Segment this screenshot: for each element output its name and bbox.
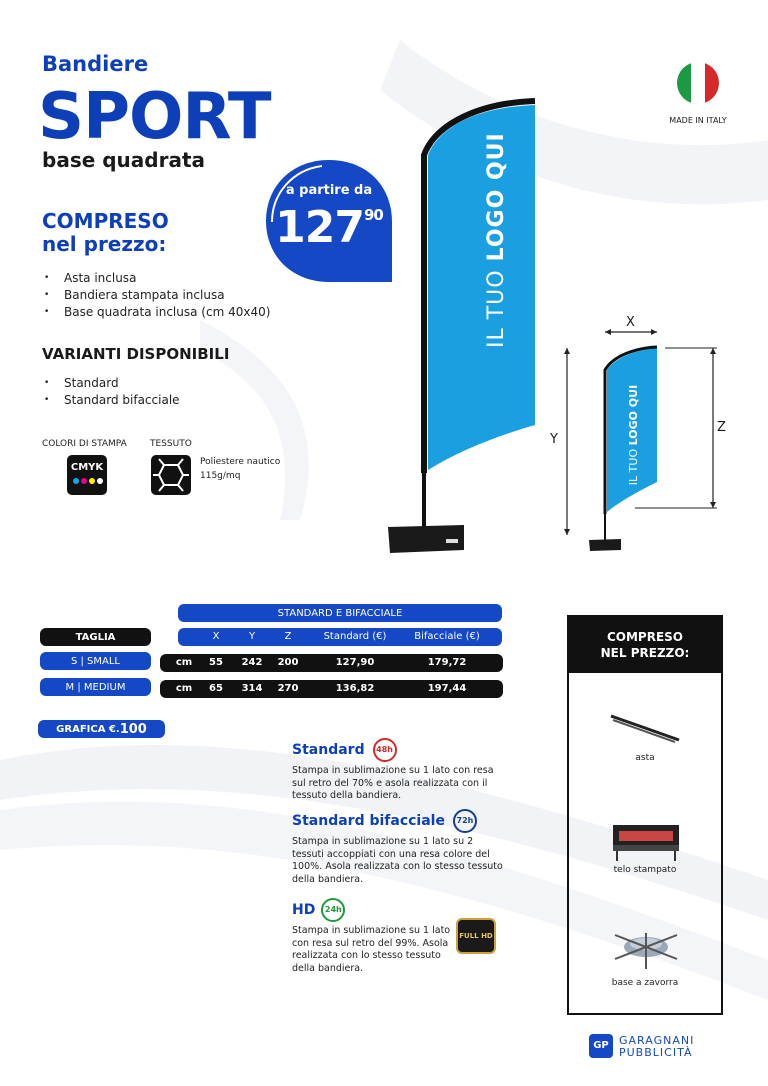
desc-bifacciale	[292, 809, 507, 886]
badge-72h-icon: 72h	[453, 809, 477, 833]
included-item-telo: telo stampato	[613, 865, 677, 875]
made-in-label: MADE IN ITALY	[669, 116, 727, 125]
brand-name-2: PUBBLICITÀ	[619, 1046, 693, 1059]
flag-logo-text-plain: IL TUO	[484, 261, 509, 348]
grafica-value: 100	[119, 721, 147, 737]
col-header-standard: Standard (€)	[323, 631, 387, 642]
cell-standard: 136,82	[335, 683, 375, 694]
desc-hd-text: Stampa in sublimazione su 1 lato con resa sul retro del 99%. Asola realizzata con lo stesso tessuto della bandiera.	[292, 925, 451, 974]
desc-standard	[292, 738, 507, 803]
cell-unit: cm	[175, 657, 193, 668]
included-items-heading	[569, 617, 721, 673]
page-title: SPORT	[38, 80, 271, 154]
header-subtitle-2: base quadrata	[42, 148, 206, 172]
size-label-small: S | SMALL	[40, 652, 151, 670]
cell-z: 200	[277, 657, 299, 668]
taglia-header: TAGLIA	[40, 628, 151, 646]
cell-x: 65	[209, 683, 223, 694]
brand-name: GARAGNANI	[619, 1034, 695, 1047]
price-value	[262, 202, 396, 253]
tessuto-line1: Poliestere nautico	[200, 457, 281, 467]
cell-bifacciale: 179,72	[427, 657, 467, 668]
cell-x: 55	[209, 657, 223, 668]
dim-z-label: Z	[717, 420, 726, 435]
col-header-z: Z	[284, 631, 292, 642]
fabric-hex-icon	[151, 455, 191, 495]
compreso-heading-line1: COMPRESO	[42, 209, 169, 233]
included-heading-line2: NEL PREZZO:	[600, 646, 690, 660]
price-from-label: a partire da	[285, 183, 373, 198]
varianti-heading: VARIANTI DISPONIBILI	[42, 345, 230, 363]
included-item-base: base a zavorra	[611, 978, 679, 988]
table-row	[160, 680, 503, 698]
varianti-list	[42, 375, 180, 409]
cmyk-text: CMYK	[70, 462, 104, 473]
dim-y-label: Y	[550, 432, 558, 447]
size-label-medium: M | MEDIUM	[40, 678, 151, 696]
grafica-price	[38, 720, 165, 738]
price-dec: 90	[363, 206, 383, 224]
flag-logo-text	[484, 132, 510, 348]
list-item: • Base quadrata inclusa (cm 40x40)	[42, 304, 270, 321]
colori-label: COLORI DI STAMPA	[42, 439, 127, 449]
table-row	[160, 654, 503, 672]
compreso-heading	[42, 210, 169, 256]
included-item-asta: asta	[635, 753, 655, 763]
desc-standard-text: Stampa in sublimazione su 1 lato con resa sul retro del 70% e asola realizzata con il tessuto della bandiera.	[292, 765, 494, 801]
cell-y: 314	[241, 683, 263, 694]
included-items-panel	[567, 615, 723, 1015]
fabric-icon	[151, 455, 191, 495]
badge-48h-icon: 48h	[373, 738, 397, 762]
compreso-heading-line2: nel prezzo:	[42, 232, 167, 256]
grafica-label: GRAFICA €.	[56, 723, 120, 735]
desc-bifacciale-title: Standard bifacciale	[292, 813, 445, 829]
list-item: • Standard	[42, 375, 180, 392]
table-group-header: STANDARD E BIFACCIALE	[178, 604, 502, 622]
header-subtitle: Bandiere	[42, 52, 149, 76]
list-item: • Asta inclusa	[42, 270, 270, 287]
printer-icon	[611, 817, 681, 863]
italy-flag-icon	[677, 62, 719, 104]
list-item: • Bandiera stampata inclusa	[42, 287, 270, 304]
col-header-bifacciale: Bifacciale (€)	[414, 631, 480, 642]
tessuto-description	[200, 455, 290, 483]
table-columns-header	[178, 628, 502, 646]
price-int: 127	[275, 202, 364, 253]
desc-hd	[292, 898, 452, 975]
price-badge	[262, 156, 396, 286]
small-flag-diagram	[545, 320, 745, 555]
badge-24h-icon: 24h	[321, 898, 345, 922]
col-header-y: Y	[248, 631, 256, 642]
flag-logo-text-bold: LOGO QUI	[484, 132, 509, 262]
cmyk-dots	[73, 478, 103, 484]
small-flag-logo-text	[627, 380, 643, 490]
tessuto-line2: 115g/mq	[200, 471, 241, 481]
small-flag-logo-text-bold: LOGO QUI	[627, 384, 640, 446]
brand-logo-icon: GP	[589, 1034, 613, 1058]
cell-y: 242	[241, 657, 263, 668]
cell-standard: 127,90	[335, 657, 375, 668]
cmyk-icon	[67, 455, 107, 495]
desc-bifacciale-text: Stampa in sublimazione su 1 lato su 2 tessuti accoppiati con una resa colore del 100%. Asola realizzata con lo stesso tessuto della bandiera.	[292, 836, 503, 885]
cell-bifacciale: 197,44	[427, 683, 467, 694]
small-flag-logo-text-plain: IL TUO	[627, 445, 640, 486]
full-hd-icon: FULL HD	[456, 918, 496, 954]
pole-icon	[609, 712, 681, 746]
list-item: • Standard bifacciale	[42, 392, 180, 409]
desc-standard-title: Standard	[292, 742, 365, 758]
tessuto-label: TESSUTO	[150, 439, 192, 449]
weighted-base-icon	[611, 925, 681, 971]
desc-hd-title: HD	[292, 902, 316, 918]
dim-x-label: X	[626, 315, 635, 330]
included-heading-line1: COMPRESO	[606, 630, 684, 644]
cell-z: 270	[277, 683, 299, 694]
compreso-list	[42, 270, 270, 321]
col-header-x: X	[212, 631, 220, 642]
cell-unit: cm	[175, 683, 193, 694]
